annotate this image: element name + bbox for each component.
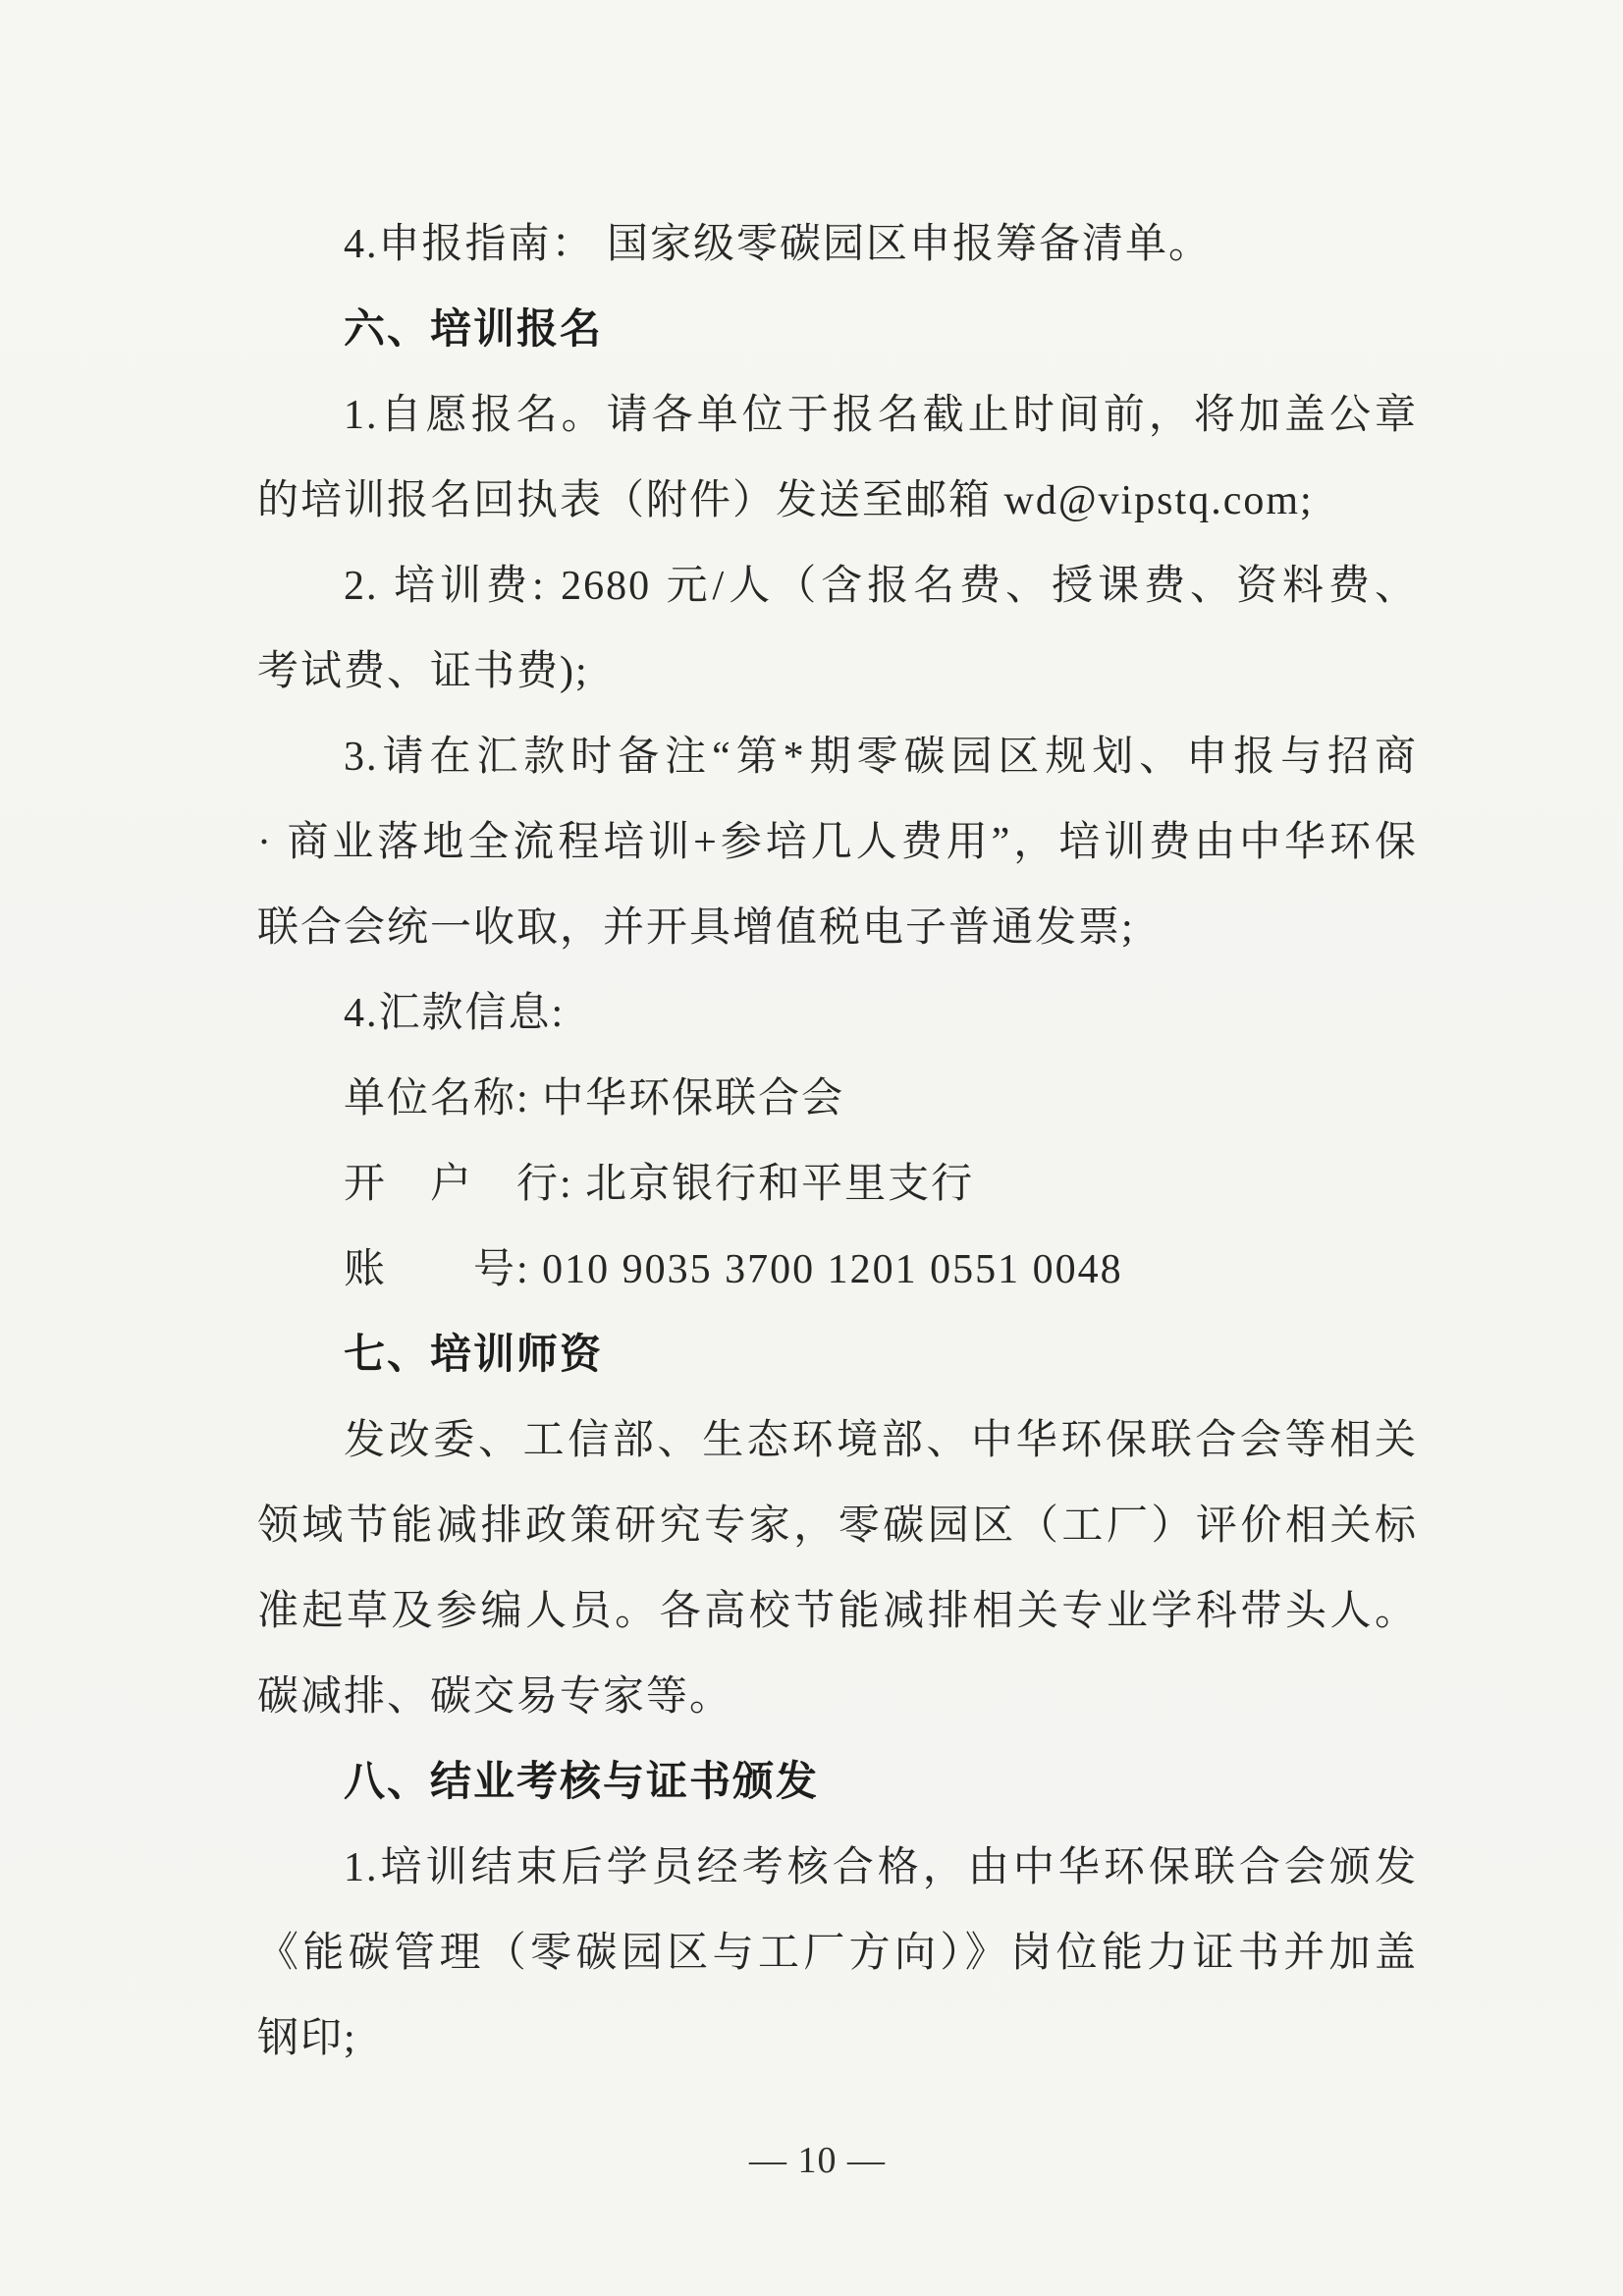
line-certificate-3: 钢印; [257,2016,357,2061]
line-training-fee: 2. 培训费: 2680 元/人（含报名费、授课费、资料费、 [344,564,1418,609]
line-remit-note-2: · 商业落地全流程培训+参培几人费用”，培训费由中华环保 [257,820,1418,865]
line-remittance-unit-name: 单位名称: 中华环保联合会 [344,1076,845,1121]
line-faculty-4: 碳减排、碳交易专家等。 [257,1674,733,1720]
page-number: — 10 — [749,2140,886,2181]
line-remit-note-1: 3.请在汇款时备注“第*期零碳园区规划、申报与招商 [344,735,1418,780]
line-certificate-2: 《能碳管理（零碳园区与工厂方向）》岗位能力证书并加盖 [257,1931,1418,1976]
document-body [257,202,1418,2082]
line-remit-note-3: 联合会统一收取，并开具增值税电子普通发票; [257,905,1135,951]
heading-assessment-certificate: 八、结业考核与证书颁发 [344,1760,820,1805]
line-remittance-account-number: 账 号: 010 9035 3700 1201 0551 0048 [344,1247,1123,1292]
line-fee-items: 考试费、证书费); [257,649,589,694]
heading-training-faculty: 七、培训师资 [344,1333,604,1378]
line-certificate-1: 1.培训结束后学员经考核合格，由中华环保联合会颁发 [344,1845,1418,1890]
heading-training-registration: 六、培训报名 [344,307,604,353]
line-faculty-3: 准起草及参编人员。各高校节能减排相关专业学科带头人。 [257,1589,1418,1634]
line-faculty-1: 发改委、工信部、生态环境部、中华环保联合会等相关 [344,1418,1418,1463]
line-signup-email: 的培训报名回执表（附件）发送至邮箱 wd@vipstq.com; [257,478,1314,523]
line-remittance-info-title: 4.汇款信息: [344,991,566,1036]
line-voluntary-signup: 1.自愿报名。请各单位于报名截止时间前，将加盖公章 [344,393,1418,438]
line-application-guide: 4.申报指南： 国家级零碳园区申报筹备清单。 [344,222,1213,267]
line-remittance-bank: 开 户 行: 北京银行和平里支行 [344,1162,975,1207]
line-faculty-2: 领域节能减排政策研究专家，零碳园区（工厂）评价相关标 [257,1503,1418,1549]
